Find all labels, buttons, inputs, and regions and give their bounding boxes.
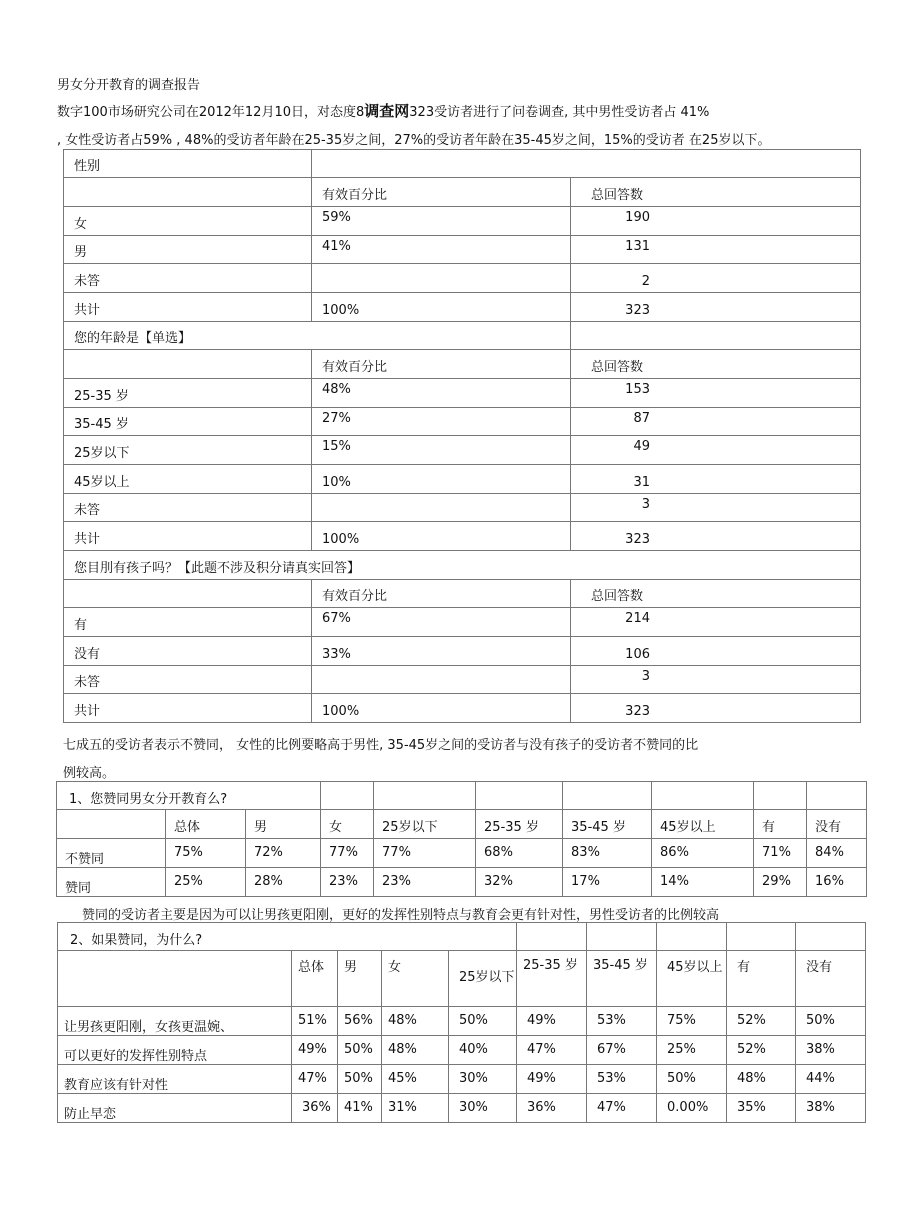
cell: 50% xyxy=(449,1007,517,1036)
row-pct: 100% xyxy=(312,522,571,551)
col-header: 没有 xyxy=(796,951,866,1007)
section-title: 性别 xyxy=(64,150,312,178)
cell: 52% xyxy=(727,1007,796,1036)
cell: 23% xyxy=(321,868,374,897)
row-pct: 67% xyxy=(312,608,571,637)
row-label: 男 xyxy=(64,236,312,264)
table-row xyxy=(64,608,861,637)
cell: 67% xyxy=(587,1036,657,1065)
row-label: 教育应该有针对性 xyxy=(58,1065,292,1094)
row-label: 35-45 岁 xyxy=(64,408,312,436)
table-row xyxy=(58,1007,866,1036)
cell: 28% xyxy=(246,868,321,897)
row-label: 不赞同 xyxy=(57,839,166,868)
row-label: 未答 xyxy=(64,666,312,694)
cell: 47% xyxy=(517,1036,587,1065)
table-row xyxy=(64,264,861,293)
row-label: 25岁以下 xyxy=(64,436,312,465)
table-row xyxy=(57,839,867,868)
section-title-row xyxy=(64,551,861,580)
header-row xyxy=(58,951,866,1007)
cell: 30% xyxy=(449,1094,517,1123)
cell: 71% xyxy=(754,839,807,868)
cell: 41% xyxy=(338,1094,382,1123)
row-count: 214 xyxy=(571,608,861,637)
col-header: 男 xyxy=(246,810,321,839)
cell: 17% xyxy=(563,868,652,897)
col-header: 没有 xyxy=(807,810,867,839)
header-row xyxy=(64,350,861,379)
section-title-row xyxy=(64,150,861,178)
header-pct: 有效百分比 xyxy=(312,350,571,379)
table-row xyxy=(64,494,861,522)
header-pct: 有效百分比 xyxy=(312,580,571,608)
cell: 75% xyxy=(657,1007,727,1036)
cell: 48% xyxy=(382,1007,449,1036)
row-label: 没有 xyxy=(64,637,312,666)
col-header: 35-45 岁 xyxy=(587,951,657,1007)
cell: 50% xyxy=(657,1065,727,1094)
question-row xyxy=(58,923,866,951)
row-pct: 15% xyxy=(312,436,571,465)
cell: 38% xyxy=(796,1036,866,1065)
cell: 50% xyxy=(796,1007,866,1036)
reasons-table xyxy=(57,922,866,1123)
intro-text-a: 数字100市场研究公司在2012年12月10日，对态度8 xyxy=(57,105,365,120)
col-header: 有 xyxy=(754,810,807,839)
row-count: 131 xyxy=(571,236,861,264)
cell: 47% xyxy=(292,1065,338,1094)
cell: 77% xyxy=(321,839,374,868)
row-pct: 48% xyxy=(312,379,571,408)
cell: 56% xyxy=(338,1007,382,1036)
table-row xyxy=(64,293,861,322)
header-count: 总回答数 xyxy=(571,580,861,608)
row-label: 防止早恋 xyxy=(58,1094,292,1123)
row-pct: 33% xyxy=(312,637,571,666)
cell: 86% xyxy=(652,839,754,868)
intro-text-highlight: 调查网 xyxy=(364,102,410,120)
table-row xyxy=(58,1036,866,1065)
summary-line-2: 例较高。 xyxy=(63,766,116,781)
row-count: 153 xyxy=(571,379,861,408)
row-count: 2 xyxy=(571,264,861,293)
row-label: 共计 xyxy=(64,293,312,322)
header-row xyxy=(64,580,861,608)
page-title: 男女分开教育的调查报告 xyxy=(57,78,201,93)
row-label: 未答 xyxy=(64,494,312,522)
cell: 31% xyxy=(382,1094,449,1123)
section-title-row xyxy=(64,322,861,350)
row-pct: 10% xyxy=(312,465,571,494)
header-row xyxy=(57,810,867,839)
cell: 50% xyxy=(338,1036,382,1065)
table-row xyxy=(64,236,861,264)
row-label: 让男孩更阳刚，女孩更温婉、 xyxy=(58,1007,292,1036)
row-label: 有 xyxy=(64,608,312,637)
row-pct xyxy=(312,494,571,522)
table-row xyxy=(64,379,861,408)
cell: 75% xyxy=(166,839,246,868)
row-label: 共计 xyxy=(64,694,312,723)
row-count: 3 xyxy=(571,494,861,522)
col-header: 25-35 岁 xyxy=(476,810,563,839)
table-row xyxy=(64,465,861,494)
cell: 72% xyxy=(246,839,321,868)
table-row xyxy=(64,408,861,436)
cell: 44% xyxy=(796,1065,866,1094)
table-row xyxy=(64,694,861,723)
cell: 14% xyxy=(652,868,754,897)
cell: 51% xyxy=(292,1007,338,1036)
row-pct: 27% xyxy=(312,408,571,436)
row-count: 323 xyxy=(571,694,861,723)
table-row xyxy=(64,637,861,666)
row-label: 共计 xyxy=(64,522,312,551)
col-header: 45岁以上 xyxy=(657,951,727,1007)
cell: 84% xyxy=(807,839,867,868)
row-count: 323 xyxy=(571,522,861,551)
table-row xyxy=(57,868,867,897)
row-label: 赞同 xyxy=(57,868,166,897)
cell: 29% xyxy=(754,868,807,897)
table-row xyxy=(64,522,861,551)
row-count: 3 xyxy=(571,666,861,694)
row-label: 未答 xyxy=(64,264,312,293)
col-header: 总体 xyxy=(292,951,338,1007)
cell: 47% xyxy=(587,1094,657,1123)
row-count: 87 xyxy=(571,408,861,436)
intro-line-1 xyxy=(57,100,709,121)
demographics-table xyxy=(63,149,861,723)
col-header: 女 xyxy=(382,951,449,1007)
row-pct xyxy=(312,666,571,694)
cell: 25% xyxy=(657,1036,727,1065)
cell: 77% xyxy=(374,839,476,868)
cell: 40% xyxy=(449,1036,517,1065)
col-header: 25岁以下 xyxy=(449,951,517,1007)
col-header: 总体 xyxy=(166,810,246,839)
header-row xyxy=(64,178,861,207)
row-label: 25-35 岁 xyxy=(64,379,312,408)
col-header: 女 xyxy=(321,810,374,839)
cell: 49% xyxy=(517,1007,587,1036)
cell: 16% xyxy=(807,868,867,897)
table-row xyxy=(58,1065,866,1094)
row-count: 190 xyxy=(571,207,861,236)
section-title: 您目刖有孩子吗？【此题不涉及积分请真实回答】 xyxy=(64,551,861,580)
intro-text-c: 323受访者进行了问卷调查, 其中男性受访者占 41% xyxy=(409,105,710,120)
col-header: 45岁以上 xyxy=(652,810,754,839)
row-label: 女 xyxy=(64,207,312,236)
table-row xyxy=(64,436,861,465)
row-pct xyxy=(312,264,571,293)
row-count: 49 xyxy=(571,436,861,465)
cell: 53% xyxy=(587,1007,657,1036)
question-row xyxy=(57,782,867,810)
cell: 23% xyxy=(374,868,476,897)
col-header: 有 xyxy=(727,951,796,1007)
header-count: 总回答数 xyxy=(571,178,861,207)
cell: 32% xyxy=(476,868,563,897)
row-count: 323 xyxy=(571,293,861,322)
cell: 53% xyxy=(587,1065,657,1094)
header-count: 总回答数 xyxy=(571,350,861,379)
row-count: 31 xyxy=(571,465,861,494)
cell: 52% xyxy=(727,1036,796,1065)
cell: 68% xyxy=(476,839,563,868)
col-header: 25-35 岁 xyxy=(517,951,587,1007)
row-pct: 100% xyxy=(312,694,571,723)
row-pct: 100% xyxy=(312,293,571,322)
cell: 48% xyxy=(727,1065,796,1094)
question-title: 1、您赞同男女分开教育么? xyxy=(57,782,321,810)
cell: 38% xyxy=(796,1094,866,1123)
cell: 0.00% xyxy=(657,1094,727,1123)
table-row xyxy=(64,666,861,694)
row-pct: 59% xyxy=(312,207,571,236)
section-title: 您的年龄是【单选】 xyxy=(64,322,571,350)
col-header: 35-45 岁 xyxy=(563,810,652,839)
summary-line-1: 七成五的受访者表示不赞同， 女性的比例要略高于男性, 35-45岁之间的受访者与没有孩子的受访者不赞同的比 xyxy=(63,738,699,753)
cell: 50% xyxy=(338,1065,382,1094)
cell: 49% xyxy=(517,1065,587,1094)
header-pct: 有效百分比 xyxy=(312,178,571,207)
cell: 48% xyxy=(382,1036,449,1065)
cell: 49% xyxy=(292,1036,338,1065)
question-title: 2、如果赞同，为什么? xyxy=(58,923,517,951)
cell: 36% xyxy=(517,1094,587,1123)
cell: 35% xyxy=(727,1094,796,1123)
cell: 83% xyxy=(563,839,652,868)
col-header: 25岁以下 xyxy=(374,810,476,839)
cell: 36% xyxy=(292,1094,338,1123)
row-pct: 41% xyxy=(312,236,571,264)
cell: 30% xyxy=(449,1065,517,1094)
approval-table xyxy=(56,781,867,897)
table-row xyxy=(64,207,861,236)
row-label: 45岁以上 xyxy=(64,465,312,494)
summary-2: 赞同的受访者主要是因为可以让男孩更阳刚，更好的发挥性别特点与教育会更有针对性，男性受访者的比例较高 xyxy=(82,908,720,923)
table-row xyxy=(58,1094,866,1123)
row-count: 106 xyxy=(571,637,861,666)
cell: 45% xyxy=(382,1065,449,1094)
cell: 25% xyxy=(166,868,246,897)
col-header: 男 xyxy=(338,951,382,1007)
row-label: 可以更好的发挥性别特点 xyxy=(58,1036,292,1065)
intro-line-2: , 女性受访者占59% , 48%的受访者年龄在25-35岁之间，27%的受访者年龄在35-45岁之间，15%的受访者 在25岁以下。 xyxy=(57,133,771,148)
